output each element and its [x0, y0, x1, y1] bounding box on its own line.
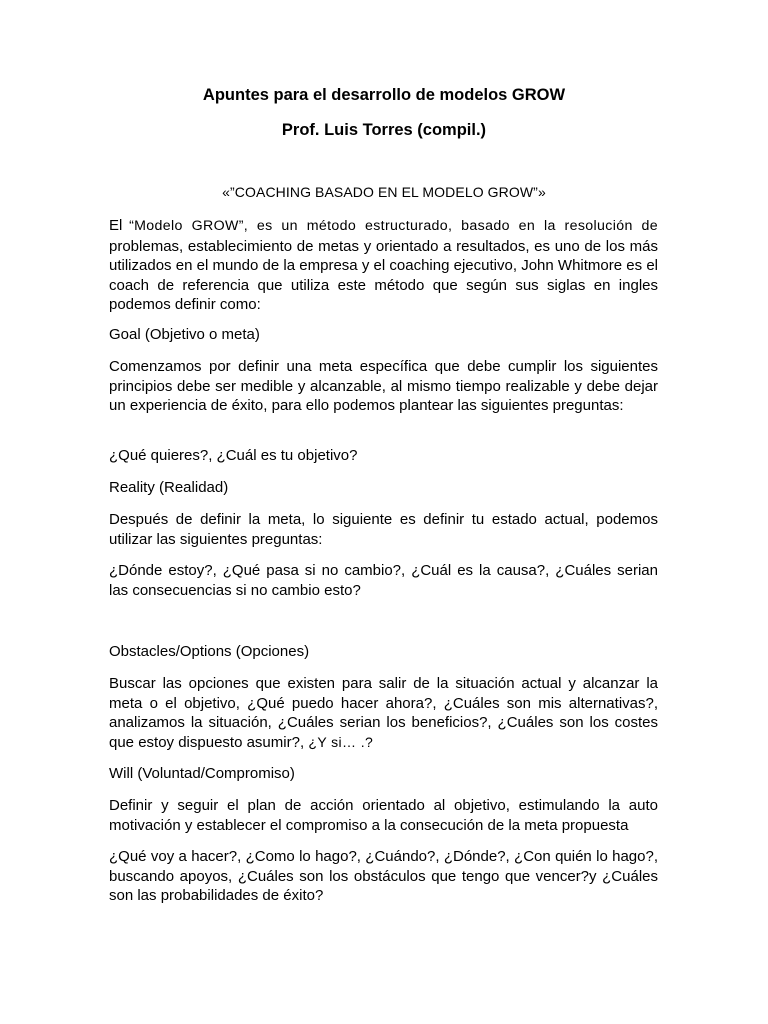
section-heading: «”COACHING BASADO EN EL MODELO GROW”»	[222, 184, 546, 200]
goal-heading: Goal (Objetivo o meta)	[109, 326, 260, 343]
goal-questions: ¿Qué quieres?, ¿Cuál es tu objetivo?	[109, 447, 358, 464]
goal-paragraph: Comenzamos por definir una meta específica que debe cumplir los siguientes principios debe ser medible y alcanzable, al mismo tiempo realizable y debe dejar un experiencia de éxito, para ello podemos plantear las siguientes preguntas:	[109, 358, 658, 414]
options-tail: ¿Y si… .?	[304, 733, 374, 750]
intro-model-sentence: “Modelo GROW”, es un método estructurado, basado en la resolución de	[129, 218, 659, 234]
will-heading: Will (Voluntad/Compromiso)	[109, 765, 295, 782]
document-author: Prof. Luis Torres (compil.)	[281, 121, 487, 139]
options-paragraph	[109, 674, 658, 752]
intro-rest: problemas, establecimiento de metas y orientado a resultados, es uno de los más utilizados en el mundo de la empresa y el coaching ejecutivo, John Whitmore es el coach de referencia que utiliza este método que según sus siglas en ingles podemos definir como:	[109, 237, 658, 313]
reality-questions: ¿Dónde estoy?, ¿Qué pasa si no cambio?, ¿Cuál es la causa?, ¿Cuáles serian las consecuencias si no cambio esto?	[109, 562, 658, 599]
options-heading: Obstacles/Options (Opciones)	[109, 643, 310, 660]
document-title: Apuntes para el desarrollo de modelos GROW	[202, 86, 566, 104]
will-questions: ¿Qué voy a hacer?, ¿Como lo hago?, ¿Cuándo?, ¿Dónde?, ¿Con quién lo hago?, buscando apoyos, ¿Cuáles son los obstáculos que tengo que vencer?y ¿Cuáles son las probabilidades de éxito?	[109, 848, 658, 904]
intro-el: El	[109, 217, 123, 234]
options-text: Buscar las opciones que existen para salir de la situación actual y alcanzar la meta o el objetivo, ¿Qué puedo hacer ahora?, ¿Cuáles son mis alternativas?, analizamos la situación, ¿Cuáles serian los beneficios?, ¿Cuáles son los costes que estoy dispuesto asumir?,	[109, 675, 658, 751]
intro-paragraph	[109, 216, 658, 315]
reality-paragraph: Después de definir la meta, lo siguiente es definir tu estado actual, podemos utilizar las siguientes preguntas:	[109, 511, 658, 548]
will-paragraph: Definir y seguir el plan de acción orientado al objetivo, estimulando la auto motivación y establecer el compromiso a la consecución de la meta propuesta	[109, 797, 658, 834]
reality-heading: Reality (Realidad)	[109, 479, 229, 496]
